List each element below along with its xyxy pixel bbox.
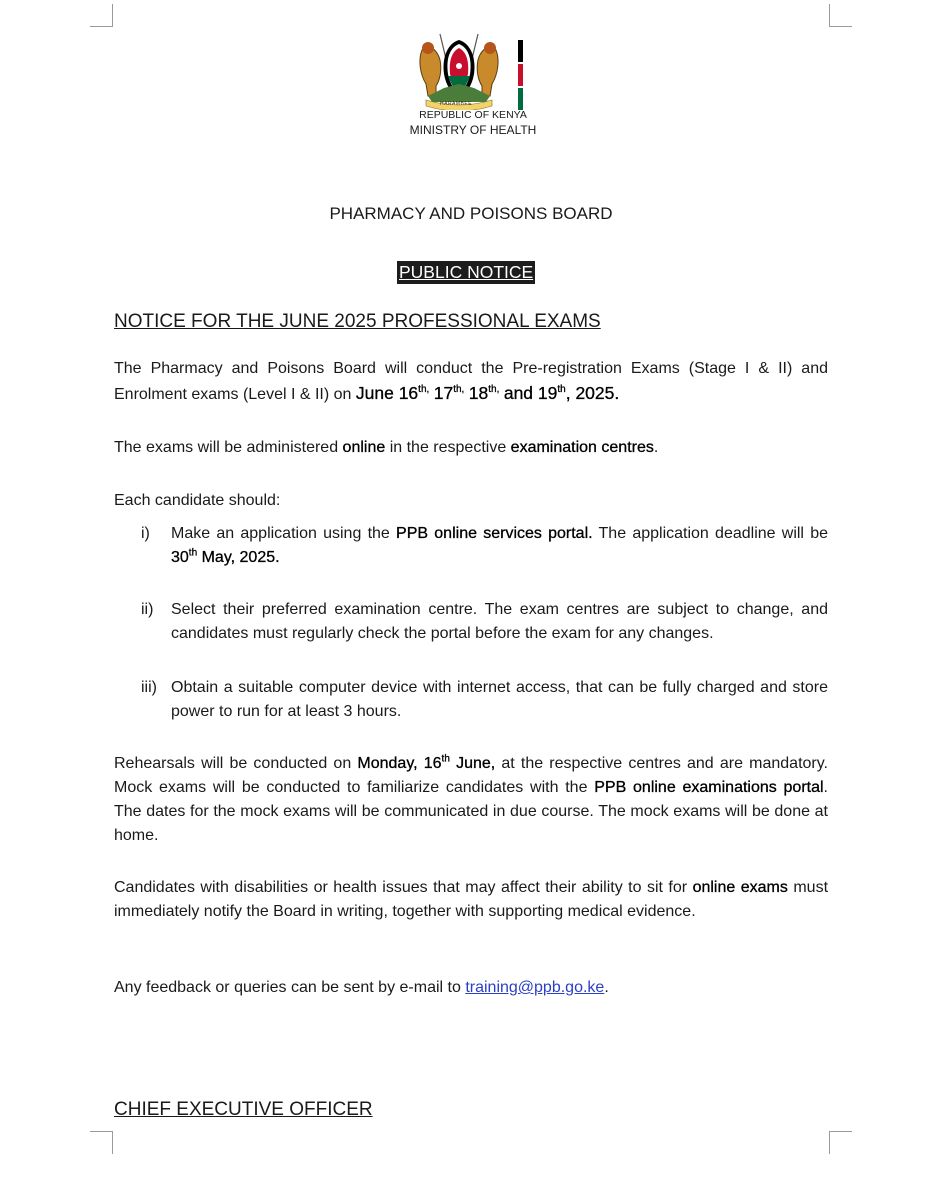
online-paragraph: The exams will be administered online in the respective examination centres.: [114, 439, 659, 456]
rehearsal-date: Monday, 16th June,: [357, 753, 496, 772]
list-item: iii) Obtain a suitable computer device with internet access, that can be fully charged and store power to run for at least 3 hours.: [141, 676, 828, 724]
list-number: iii): [141, 679, 157, 696]
feedback-paragraph: Any feedback or queries can be sent by e-mail to training@ppb.go.ke.: [114, 979, 609, 996]
flag-color-bar: [518, 40, 523, 110]
ministry-label: MINISTRY OF HEALTH: [409, 123, 537, 137]
email-link[interactable]: training@ppb.go.ke: [465, 979, 605, 996]
deadline-date: 30th May, 2025.: [171, 547, 280, 566]
list-number: i): [141, 525, 150, 542]
disabilities-paragraph: Candidates with disabilities or health issues that may affect their ability to sit for online exams must immediately notify the Board in writing, together with supporting medical evidence.: [114, 879, 829, 920]
exam-date-2: $17^{th,}$: [433, 383, 465, 403]
signature-title: CHIEF EXECUTIVE OFFICER: [114, 1099, 373, 1120]
portal-emphasis: PPB online services portal.: [396, 525, 593, 542]
list-item: ii) Select their preferred examination centre. The exam centres are subject to change, and candidates must regularly check the portal before the exam for any changes.: [141, 598, 828, 646]
intro-paragraph: [114, 357, 828, 407]
online-emphasis: online: [342, 439, 386, 456]
republic-label: REPUBLIC OF KENYA: [419, 109, 527, 121]
centres-emphasis: examination centres: [510, 439, 654, 456]
crop-mark-top-right: [829, 4, 852, 27]
board-name: PHARMACY AND POISONS BOARD: [329, 204, 613, 223]
notice-title: NOTICE FOR THE JUNE 2025 PROFESSIONAL EXAMS: [114, 311, 601, 332]
list-number: ii): [141, 601, 154, 618]
exam-date-4: and 19th, 2025.: [503, 383, 620, 403]
public-notice-tag: PUBLIC NOTICE: [399, 262, 534, 282]
intro-text: The Pharmacy and Poisons Board will conduct the Pre-registration Exams (Stage I & II) and Enrolment exams (Level I & II) on: [114, 360, 828, 403]
kenya-coat-of-arms-icon: [414, 30, 504, 110]
crop-mark-bottom-left: [90, 1131, 113, 1154]
crop-mark-top-left: [90, 4, 113, 27]
exam-date-1: June $16^{th,}$: [355, 383, 430, 403]
online-exams-emphasis: online exams: [692, 879, 788, 896]
list-item: i) Make an application using the PPB online services portal. The application deadline will be 30th May, 2025.: [141, 522, 828, 570]
exam-date-3: $18^{th,}$: [468, 383, 500, 403]
exam-portal-emphasis: PPB online examinations portal: [594, 779, 824, 796]
motto-ribbon-text: HARAMBEE: [440, 101, 473, 107]
crop-mark-bottom-right: [829, 1131, 852, 1154]
each-candidate-label: Each candidate should:: [114, 492, 281, 509]
rehearsals-paragraph: Rehearsals will be conducted on Monday, 16th June, at the respective centres and are mandatory. Mock exams will be conducted to familiarize candidates with the PPB online examinations portal. The dates for the mock exams will be communicated in due course. The mock exams will be done at home.: [114, 753, 829, 844]
